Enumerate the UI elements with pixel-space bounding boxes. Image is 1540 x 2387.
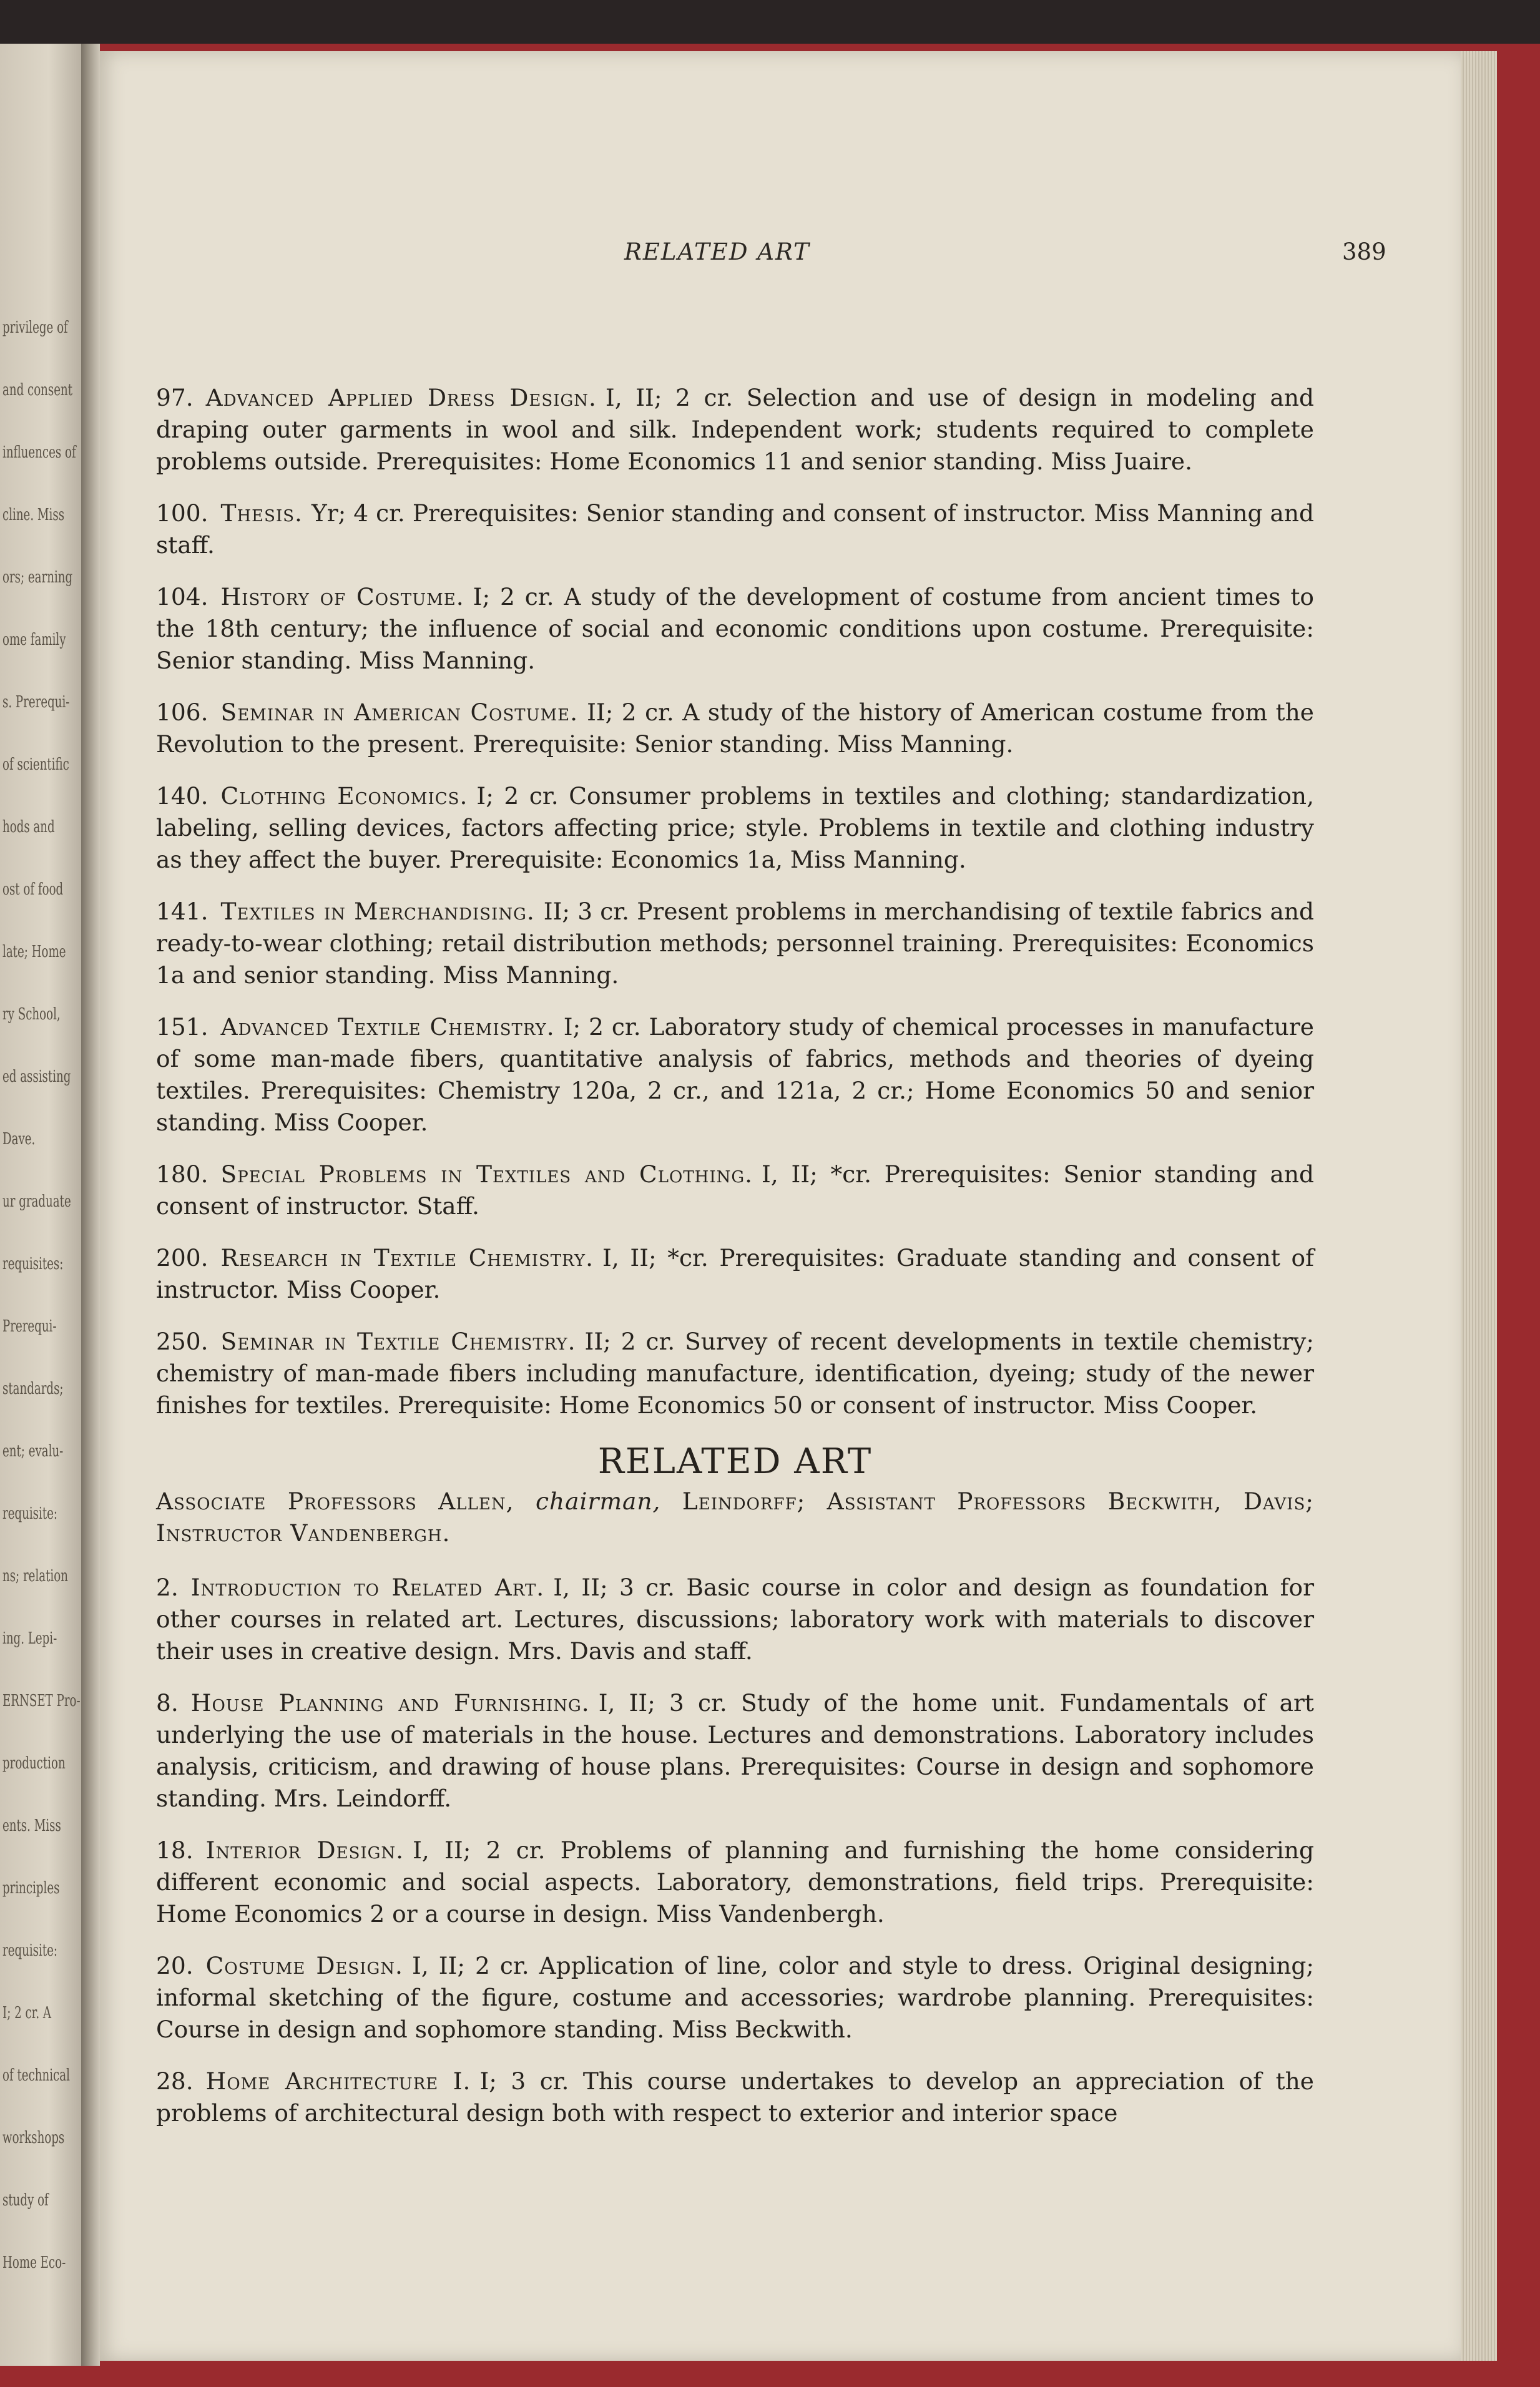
faculty-list (156, 1486, 1314, 1549)
course-title: History of Costume. (220, 583, 464, 610)
course-entry (156, 1572, 1314, 1667)
faculty-after-chair: Leindorff; Assistant Professors Beckwith, Davis; Instructor Vandenbergh. (156, 1488, 1315, 1547)
left-page-fragment: standards; (2, 1380, 64, 1398)
course-title: Interior Design. (205, 1836, 405, 1864)
faculty-before-chair: Associate Professors Allen, (156, 1488, 514, 1515)
left-page-fragment: requisite: (2, 1941, 58, 1960)
course-number: 104. (156, 583, 208, 610)
left-page-fragment: ent; evalu- (2, 1442, 64, 1461)
course-description: I, II; 2 cr. Selection and use of design in modeling and draping outer garments in wool and silk. Independent work; students required to complete problems outside. Prerequisites: Home Economics 11 and senior standing. Miss Juaire. (156, 384, 1314, 475)
course-description: I; 3 cr. This course undertakes to develop an appreciation of the problems of architectural design both with respect to exterior and interior space (156, 2067, 1314, 2127)
course-title: Thesis. (220, 499, 303, 527)
course-title: Advanced Textile Chemistry. (220, 1013, 555, 1041)
left-page-fragment: ed assisting (2, 1067, 71, 1086)
page-body (156, 382, 1314, 2149)
left-page-fragment: ost of food (2, 880, 64, 899)
course-description: II; 3 cr. Present problems in merchandising of textile fabrics and ready-to-wear clothing; retail distribution methods; personnel training. Prerequisites: Economics 1a and senior standing. Miss Manning. (156, 898, 1314, 989)
textile-course-list (156, 382, 1314, 1421)
course-entry (156, 581, 1314, 677)
course-entry (156, 1687, 1314, 1815)
course-title: Clothing Economics. (220, 782, 468, 810)
course-entry (156, 497, 1314, 561)
book-gutter (81, 44, 100, 2366)
left-page-fragment: production (2, 1754, 66, 1773)
left-page-fragment: Home Eco- (2, 2253, 66, 2272)
left-page-fragment: influences of (2, 443, 76, 462)
book-page (100, 51, 1461, 2361)
course-number: 2. (156, 1574, 179, 1601)
left-page-fragment: Prerequi- (2, 1317, 57, 1336)
left-page-fragment: privilege of (2, 318, 68, 337)
course-description: I, II; *cr. Prerequisites: Graduate standing and consent of instructor. Miss Cooper. (156, 1244, 1314, 1303)
left-page-edge (0, 44, 81, 2366)
course-entry (156, 780, 1314, 876)
course-title: Advanced Applied Dress Design. (205, 384, 597, 411)
left-page-fragment: ing. Lepi- (2, 1629, 57, 1648)
course-number: 200. (156, 1244, 208, 1272)
course-number: 141. (156, 898, 208, 925)
course-description: I; 2 cr. Laboratory study of chemical processes in manufacture of some man-made fibers, quantitative analysis of fabrics, methods and theories of dyeing textiles. Prerequisites: Chemistry 120a, 2 cr., and 121a, 2 cr.; Home Economics 50 and senior standing. Miss Cooper. (156, 1013, 1314, 1136)
left-page-fragment: requisites: (2, 1255, 64, 1273)
course-title: Seminar in American Costume. (220, 698, 579, 726)
course-entry (156, 382, 1314, 478)
course-entry (156, 1326, 1314, 1421)
page-edges (1461, 51, 1497, 2361)
course-number: 140. (156, 782, 208, 810)
page-header (100, 238, 1461, 276)
course-title: Costume Design. (205, 1952, 403, 1979)
left-page-fragment: ns; relation (2, 1567, 68, 1586)
course-description: II; 2 cr. Survey of recent developments in textile chemistry; chemistry of man-made fibers including manufacture, identification, dyeing; study of the newer finishes for textiles. Prerequisite: Home Economics 50 or consent of instructor. Miss Cooper. (156, 1328, 1314, 1419)
left-page-fragment: ors; earning (2, 568, 73, 587)
course-description: II; 2 cr. A study of the history of American costume from the Revolution to the present. Prerequisite: Senior standing. Miss Manning. (156, 698, 1314, 758)
course-entry (156, 1950, 1314, 2046)
course-number: 20. (156, 1952, 194, 1979)
course-number: 250. (156, 1328, 208, 1355)
left-page-fragment: principles (2, 1879, 60, 1898)
cover-top-shadow (0, 0, 1540, 44)
running-head: RELATED ART (624, 238, 810, 265)
course-number: 100. (156, 499, 208, 527)
course-number: 18. (156, 1836, 194, 1864)
course-description: Yr; 4 cr. Prerequisites: Senior standing and consent of instructor. Miss Manning and staff. (156, 499, 1314, 559)
left-page-fragment: ry School, (2, 1005, 61, 1024)
course-entry (156, 697, 1314, 760)
left-page-fragment: of scientific (2, 755, 69, 774)
course-title: Seminar in Textile Chemistry. (220, 1328, 576, 1355)
course-entry (156, 1159, 1314, 1222)
course-title: Special Problems in Textiles and Clothing. (220, 1160, 753, 1188)
section-heading: RELATED ART (597, 1441, 873, 1482)
left-page-fragment: study of (2, 2191, 49, 2210)
left-page-fragment: ome family (2, 630, 66, 649)
course-number: 8. (156, 1689, 179, 1717)
left-page-fragment: requisite: (2, 1504, 58, 1523)
course-title: House Planning and Furnishing. (190, 1689, 590, 1717)
left-page-fragment: I; 2 cr. A (2, 2004, 52, 2022)
course-description: I, II; 2 cr. Application of line, color and style to dress. Original designing; informal sketching of the figure, costume and accessories; wardrobe planning. Prerequisites: Course in design and sophomore standing. Miss Beckwith. (156, 1952, 1314, 2043)
faculty-chair: chairman, (536, 1488, 661, 1515)
page-number: 389 (1342, 238, 1386, 265)
course-title: Home Architecture I. (205, 2067, 471, 2095)
course-description: I, II; 3 cr. Study of the home unit. Fundamentals of art underlying the use of materials in the house. Lectures and demonstrations. Laboratory includes analysis, criticism, and drawing of house plans. Prerequisites: Course in design and sophomore standing. Mrs. Leindorff. (156, 1689, 1314, 1812)
course-description: I, II; *cr. Prerequisites: Senior standing and consent of instructor. Staff. (156, 1160, 1314, 1220)
course-title: Research in Textile Chemistry. (220, 1244, 594, 1272)
course-number: 106. (156, 698, 208, 726)
course-title: Introduction to Related Art. (190, 1574, 545, 1601)
course-number: 151. (156, 1013, 208, 1041)
left-page-fragment: ur graduate (2, 1192, 71, 1211)
course-entry (156, 1242, 1314, 1306)
left-page-fragment: late; Home (2, 943, 66, 961)
left-page-fragment: of technical (2, 2066, 70, 2085)
course-description: I, II; 3 cr. Basic course in color and design as foundation for other courses in related art. Lectures, discussions; laboratory work with materials to discover their uses in creative design. Mrs. Davis and staff. (156, 1574, 1314, 1665)
left-page-fragment: ents. Miss (2, 1816, 61, 1835)
left-page-fragment: cline. Miss (2, 506, 65, 524)
course-description: I, II; 2 cr. Problems of planning and furnishing the home considering different economic and social aspects. Laboratory, demonstrations, field trips. Prerequisite: Home Economics 2 or a course in design. Miss Vandenbergh. (156, 1836, 1314, 1928)
course-entry (156, 2066, 1314, 2129)
course-entry (156, 1835, 1314, 1930)
left-page-fragment: ERNSET Pro- (2, 1692, 81, 1710)
left-page-fragment: s. Prerequi- (2, 693, 70, 712)
course-description: I; 2 cr. A study of the development of costume from ancient times to the 18th century; the influence of social and economic conditions upon costume. Prerequisite: Senior standing. Miss Manning. (156, 583, 1314, 674)
course-number: 28. (156, 2067, 194, 2095)
left-page-fragment: hods and (2, 818, 55, 836)
course-number: 180. (156, 1160, 208, 1188)
course-number: 97. (156, 384, 194, 411)
left-page-fragment: workshops (2, 2129, 65, 2147)
left-page-fragment: Dave. (2, 1130, 36, 1149)
course-entry (156, 896, 1314, 991)
course-entry (156, 1011, 1314, 1139)
left-page-fragment: and consent (2, 381, 73, 399)
course-description: I; 2 cr. Consumer problems in textiles and clothing; standardization, labeling, selling devices, factors affecting price; style. Problems in textile and clothing industry as they affect the buyer. Prerequisite: Economics 1a, Miss Manning. (156, 782, 1315, 873)
art-course-list (156, 1572, 1314, 2129)
course-title: Textiles in Merchandising. (220, 898, 535, 925)
